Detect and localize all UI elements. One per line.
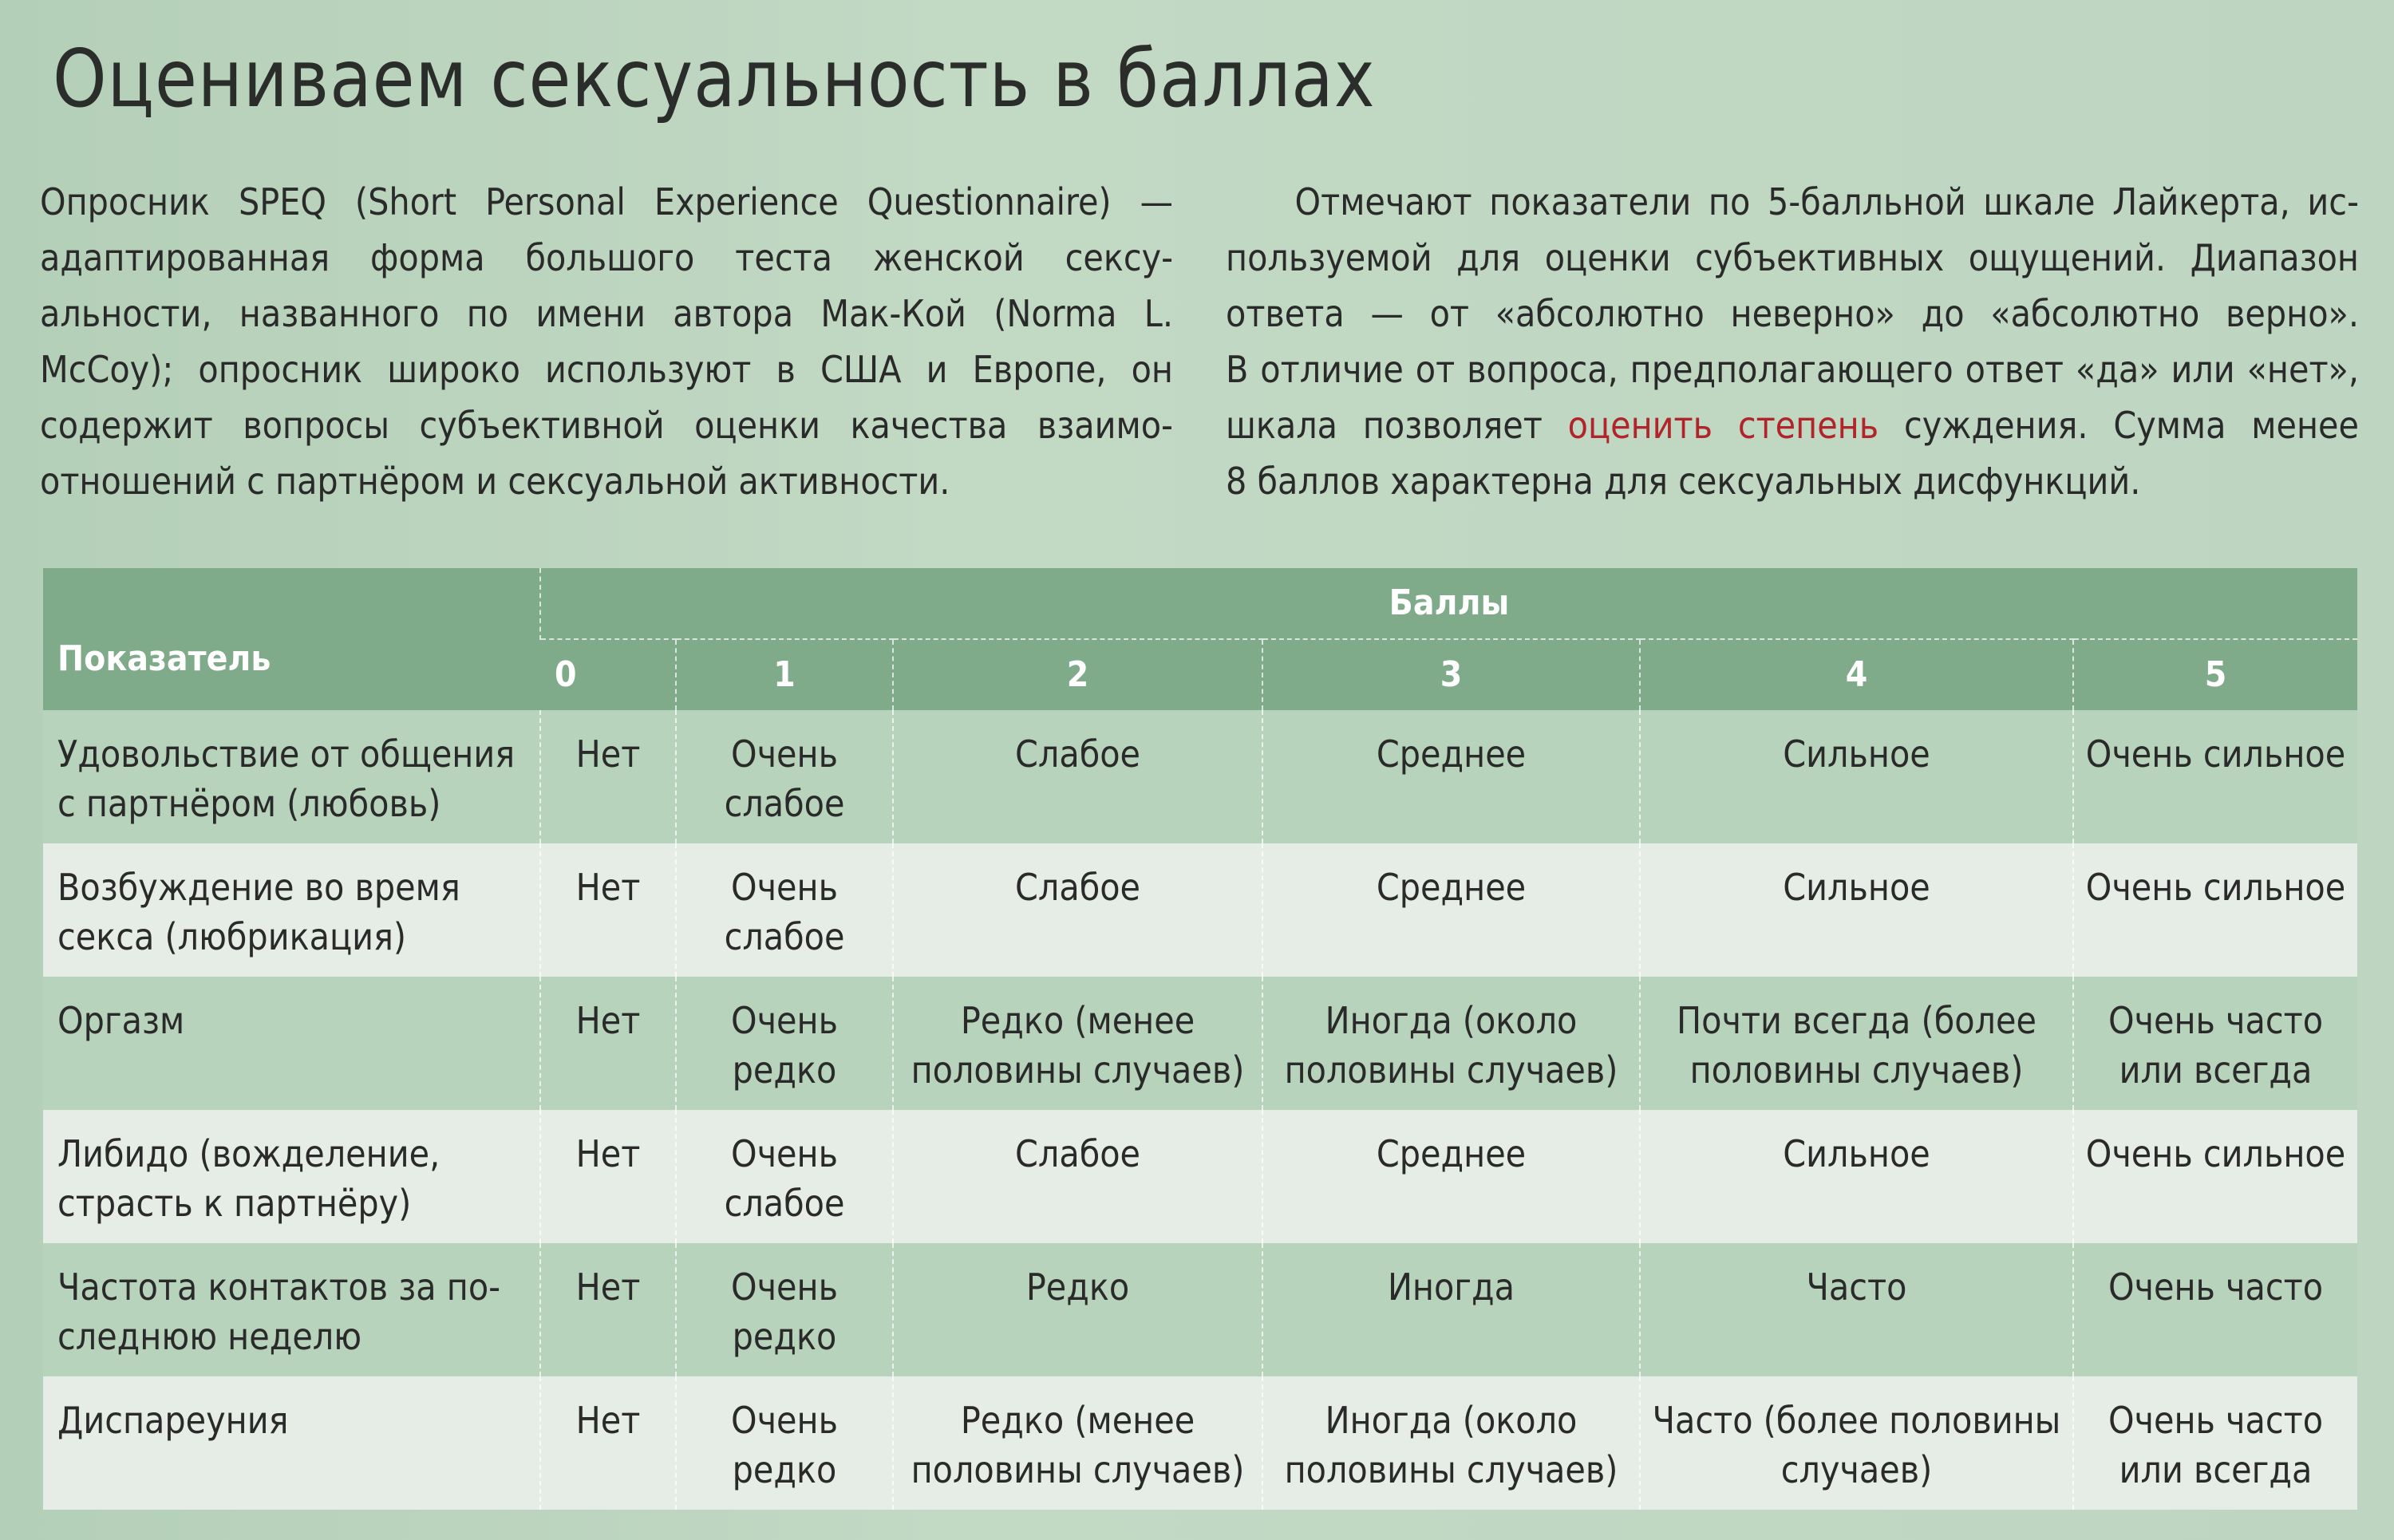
indicator-label: Оргазм bbox=[43, 977, 540, 1110]
score-cell: Очень редко bbox=[676, 977, 893, 1110]
score-column-header: 0 bbox=[540, 639, 676, 710]
score-cell: Сильное bbox=[1640, 843, 2073, 977]
score-column-header: 5 bbox=[2073, 639, 2357, 710]
page-title: Оцениваем сексуальность в баллах bbox=[53, 32, 1376, 125]
table-row bbox=[43, 1243, 2357, 1376]
text-line: адаптированная форма большого теста женской сексу- bbox=[40, 236, 1173, 279]
score-cell: Иногда bbox=[1262, 1243, 1640, 1376]
indicator-header: Показатель bbox=[43, 568, 540, 710]
text-line: McCoy); опросник широко используют в США и Европе, он bbox=[40, 348, 1173, 391]
score-cell: Очень слабое bbox=[676, 1110, 893, 1243]
score-cell: Очень часто или всегда bbox=[2073, 977, 2357, 1110]
text-fragment: суждения. Сумма менее bbox=[1878, 404, 2359, 447]
score-cell: Иногда (около половины случаев) bbox=[1262, 1376, 1640, 1510]
table-row bbox=[43, 1376, 2357, 1510]
score-cell: Нет bbox=[540, 1110, 676, 1243]
score-cell: Почти всегда (более половины случаев) bbox=[1640, 977, 2073, 1110]
intro-right-column bbox=[1226, 174, 2359, 509]
score-cell: Редко (менее половины случаев) bbox=[893, 1376, 1262, 1510]
text-line: пользуемой для оценки субъективных ощущений. Диапазон bbox=[1226, 236, 2359, 279]
score-cell: Очень редко bbox=[676, 1243, 893, 1376]
score-cell: Сильное bbox=[1640, 1110, 2073, 1243]
score-cell: Очень сильное bbox=[2073, 710, 2357, 843]
indicator-label: Удовольствие от общения с партнёром (любовь) bbox=[43, 710, 540, 843]
score-cell: Среднее bbox=[1262, 710, 1640, 843]
speq-score-table bbox=[43, 568, 2357, 1510]
score-column-header: 2 bbox=[893, 639, 1262, 710]
score-cell: Слабое bbox=[893, 1110, 1262, 1243]
score-cell: Очень слабое bbox=[676, 843, 893, 977]
text-line: альности, названного по имени автора Мак-Кой (Norma L. bbox=[40, 292, 1173, 335]
text-line: отношений с партнёром и сексуальной активности. bbox=[40, 460, 950, 503]
text-line bbox=[1226, 397, 2359, 453]
score-cell: Слабое bbox=[893, 710, 1262, 843]
text-fragment: шкала позволяет bbox=[1226, 404, 1568, 447]
score-cell: Нет bbox=[540, 977, 676, 1110]
table-row bbox=[43, 1110, 2357, 1243]
intro-left-column bbox=[40, 174, 1173, 509]
score-cell: Редко (менее половины случаев) bbox=[893, 977, 1262, 1110]
text-line: ответа — от «абсолютно неверно» до «абсолютно верно». bbox=[1226, 292, 2359, 335]
score-cell: Очень часто bbox=[2073, 1243, 2357, 1376]
score-cell: Часто (более половины случаев) bbox=[1640, 1376, 2073, 1510]
score-cell: Сильное bbox=[1640, 710, 2073, 843]
score-cell: Нет bbox=[540, 1376, 676, 1510]
indicator-label: Частота контактов за по-следнюю неделю bbox=[43, 1243, 540, 1376]
text-line: Отмечают показатели по 5-балльной шкале Лайкерта, ис- bbox=[1226, 180, 2359, 223]
text-line: 8 баллов характерна для сексуальных дисфункций. bbox=[1226, 460, 2141, 503]
score-cell: Нет bbox=[540, 710, 676, 843]
score-cell: Очень редко bbox=[676, 1376, 893, 1510]
score-cell: Среднее bbox=[1262, 1110, 1640, 1243]
score-cell: Среднее bbox=[1262, 843, 1640, 977]
score-cell: Очень сильное bbox=[2073, 1110, 2357, 1243]
table-row bbox=[43, 843, 2357, 977]
indicator-label: Диспареуния bbox=[43, 1376, 540, 1510]
highlighted-text: оценить степень bbox=[1567, 404, 1879, 447]
score-cell: Нет bbox=[540, 843, 676, 977]
score-cell: Очень сильное bbox=[2073, 843, 2357, 977]
score-cell: Нет bbox=[540, 1243, 676, 1376]
score-cell: Редко bbox=[893, 1243, 1262, 1376]
score-column-header: 3 bbox=[1262, 639, 1640, 710]
table-row bbox=[43, 977, 2357, 1110]
score-cell: Очень часто или всегда bbox=[2073, 1376, 2357, 1510]
text-line: В отличие от вопроса, предполагающего ответ «да» или «нет», bbox=[1226, 348, 2359, 391]
score-column-header: 1 bbox=[676, 639, 893, 710]
score-cell: Часто bbox=[1640, 1243, 2073, 1376]
scores-header: Баллы bbox=[540, 568, 2357, 639]
score-cell: Очень слабое bbox=[676, 710, 893, 843]
indicator-label: Либидо (вожделение, страсть к партнёру) bbox=[43, 1110, 540, 1243]
score-cell: Слабое bbox=[893, 843, 1262, 977]
text-line: Опросник SPEQ (Short Personal Experience Questionnaire) — bbox=[40, 180, 1173, 223]
score-cell: Иногда (около половины случаев) bbox=[1262, 977, 1640, 1110]
score-column-header: 4 bbox=[1640, 639, 2073, 710]
text-line: содержит вопросы субъективной оценки качества взаимо- bbox=[40, 404, 1173, 447]
table-row bbox=[43, 710, 2357, 843]
indicator-label: Возбуждение во время секса (любрикация) bbox=[43, 843, 540, 977]
